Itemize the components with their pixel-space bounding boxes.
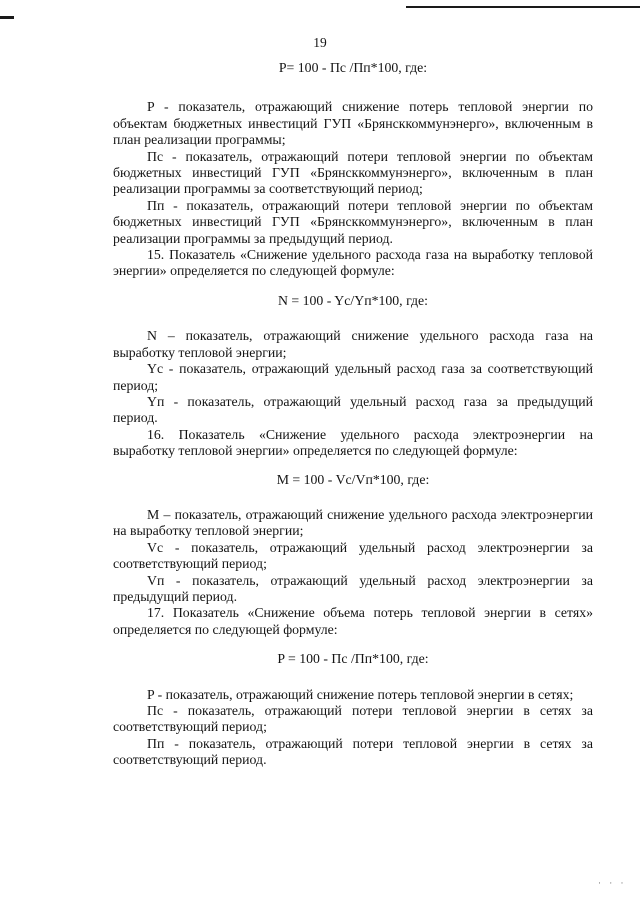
definition-pc-networks: Пс - показатель, отражающий потери тепловой энергии в сетях за соответствующий период; bbox=[113, 703, 593, 735]
formula-p-networks: P = 100 - Пс /Пп*100, где: bbox=[277, 651, 429, 667]
definition-yc: Yc - показатель, отражающий удельный расход газа за соответствующий период; bbox=[113, 361, 593, 393]
formula-n-gas: N = 100 - Yc/Yп*100, где: bbox=[277, 292, 429, 308]
definition-p-budget: P - показатель, отражающий снижение потерь тепловой энергии по объектам бюджетных инвестиций ГУП «Брянсккоммунэнерго», включенным в план реализации программы; bbox=[113, 99, 593, 148]
definition-vc: Vc - показатель, отражающий удельный расход электроэнергии за соответствующий период; bbox=[113, 539, 593, 572]
formula-m-electricity: M = 100 - Vc/Vп*100, где: bbox=[276, 471, 430, 487]
scan-border-line bbox=[406, 6, 640, 8]
scan-margin-mark bbox=[0, 16, 14, 19]
definition-pc-budget: Пс - показатель, отражающий потери тепловой энергии по объектам бюджетных инвестиций ГУП «Брянсккоммунэнерго», включенным в план реализации программы за соответствующий период; bbox=[113, 148, 593, 197]
item-15: 15. Показатель «Снижение удельного расхода газа на выработку тепловой энергии» определяется по следующей формуле: bbox=[113, 247, 593, 279]
document-body bbox=[113, 60, 593, 769]
scan-noise: · · · bbox=[598, 878, 627, 888]
page-number: 19 bbox=[313, 35, 327, 50]
definition-vp: Vп - показатель, отражающий удельный расход электроэнергии за предыдущий период. bbox=[113, 572, 593, 604]
definition-n: N – показатель, отражающий снижение удельного расхода газа на выработку тепловой энергии; bbox=[113, 328, 593, 360]
definition-p-networks: P - показатель, отражающий снижение потерь тепловой энергии в сетях; bbox=[147, 686, 574, 702]
formula-p-budget: P= 100 - Пс /Пп*100, где: bbox=[278, 60, 428, 75]
item-17: 17. Показатель «Снижение объема потерь тепловой энергии в сетях» определяется по следующей формуле: bbox=[113, 605, 593, 637]
definition-m: M – показатель, отражающий снижение удельного расхода электроэнергии на выработку тепловой энергии; bbox=[113, 506, 593, 539]
definition-pp-budget: Пп - показатель, отражающий потери тепловой энергии по объектам бюджетных инвестиций ГУП «Брянсккоммунэнерго», включенным в план реализации программы за предыдущий период. bbox=[113, 197, 593, 246]
item-16: 16. Показатель «Снижение удельного расхода электроэнергии на выработку тепловой энергии» определяется по следующей формуле: bbox=[113, 426, 593, 459]
definition-pp-networks: Пп - показатель, отражающий потери тепловой энергии в сетях за соответствующий период. bbox=[113, 735, 593, 768]
definition-yp: Yп - показатель, отражающий удельный расход газа за предыдущий период. bbox=[113, 393, 593, 426]
